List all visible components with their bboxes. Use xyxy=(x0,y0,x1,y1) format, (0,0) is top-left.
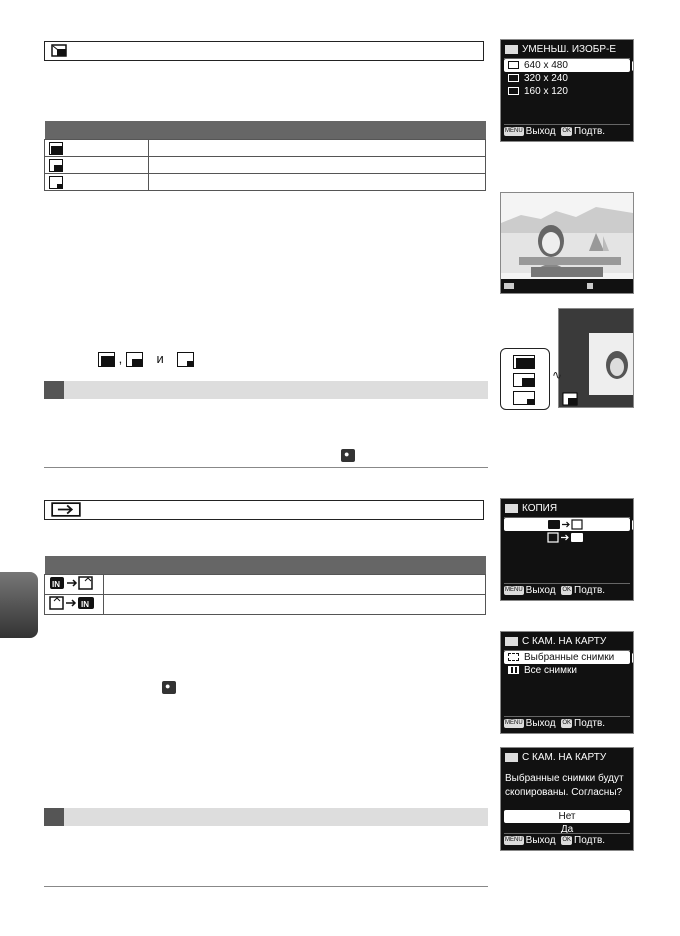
table-header-cell xyxy=(45,556,104,575)
resize-preview-screen xyxy=(500,192,634,294)
cam-to-card-confirm-screen xyxy=(500,747,634,851)
size-160-icon xyxy=(49,176,63,189)
resize-menu-screen xyxy=(500,39,634,142)
note-bar xyxy=(44,808,488,826)
table-header-cell xyxy=(104,556,486,575)
screen-footer: MENU Выход OK Подтв. xyxy=(504,833,630,848)
divider xyxy=(44,886,488,887)
screen-title: КОПИЯ xyxy=(505,502,629,516)
screen-title: С КАМ. НА КАРТУ xyxy=(505,635,629,649)
size-160-icon xyxy=(513,391,535,405)
copy-icon xyxy=(505,637,518,646)
svg-text:IN: IN xyxy=(52,580,60,589)
internal-to-card-icon xyxy=(45,575,104,595)
eye-reference-icon xyxy=(341,449,355,467)
size-640-icon xyxy=(513,355,535,369)
copy-icon xyxy=(505,753,518,762)
playback-photo xyxy=(559,309,634,408)
resize-icon xyxy=(505,45,518,54)
note-pin-icon xyxy=(44,381,64,399)
card-to-internal-icon xyxy=(45,595,104,615)
portrait-photo xyxy=(501,193,633,293)
table-header-cell xyxy=(45,121,149,140)
size-160-icon xyxy=(177,352,194,367)
inline-size-icons: , и xyxy=(98,351,194,367)
table-row xyxy=(45,174,486,191)
table-header-cell xyxy=(149,121,486,140)
copy-section-header xyxy=(44,500,484,520)
screen-footer: MENU Выход OK Подтв. xyxy=(504,716,630,731)
menu-item-card-to-internal[interactable] xyxy=(504,531,630,544)
table-row xyxy=(45,140,486,157)
size-icon-callout xyxy=(500,348,550,410)
eye-reference-icon xyxy=(162,681,176,699)
confirm-option-no[interactable]: Нет xyxy=(504,810,630,823)
table-row xyxy=(45,595,486,615)
note-bar xyxy=(44,381,488,399)
screen-footer: MENU Выход OK Подтв. xyxy=(504,583,630,598)
copy-menu-screen xyxy=(500,498,634,601)
resize-section-header xyxy=(44,41,484,61)
menu-item-640[interactable]: 640 x 480 xyxy=(504,59,630,72)
note-pin-icon xyxy=(44,808,64,826)
size-640-icon xyxy=(49,142,63,155)
resize-icon xyxy=(51,44,77,57)
svg-text:IN: IN xyxy=(81,600,89,609)
size-640-icon xyxy=(98,352,115,367)
resize-options-table xyxy=(44,121,486,191)
menu-item-160[interactable]: 160 x 120 xyxy=(504,85,630,98)
confirm-message: Выбранные снимки будут скопированы. Согласны? xyxy=(505,773,624,798)
link-arrow: ∿ xyxy=(552,368,563,382)
table-row xyxy=(45,575,486,595)
side-chapter-tab xyxy=(0,572,38,638)
table-row xyxy=(45,157,486,174)
and-word: и xyxy=(156,351,164,366)
screen-footer: MENU Выход OK Подтв. xyxy=(504,124,630,139)
screen-title: УМЕНЬШ. ИЗОБР-Е xyxy=(505,43,629,57)
confirm-option-yes[interactable]: Да xyxy=(560,824,574,835)
playback-screen xyxy=(558,308,634,408)
menu-item-320[interactable]: 320 x 240 xyxy=(504,72,630,85)
cam-to-card-menu-screen xyxy=(500,631,634,734)
size-320-icon xyxy=(126,352,143,367)
screen-title: С КАМ. НА КАРТУ xyxy=(505,751,629,765)
copy-icon xyxy=(505,504,518,513)
copy-options-table xyxy=(44,556,486,615)
copy-icon xyxy=(51,502,81,517)
menu-item-all-images[interactable]: Все снимки xyxy=(504,664,630,677)
size-320-icon xyxy=(513,373,535,387)
divider xyxy=(44,467,488,468)
size-320-icon xyxy=(49,159,63,172)
menu-item-internal-to-card[interactable] xyxy=(504,518,630,531)
menu-item-selected-images[interactable]: Выбранные снимки xyxy=(504,651,630,664)
